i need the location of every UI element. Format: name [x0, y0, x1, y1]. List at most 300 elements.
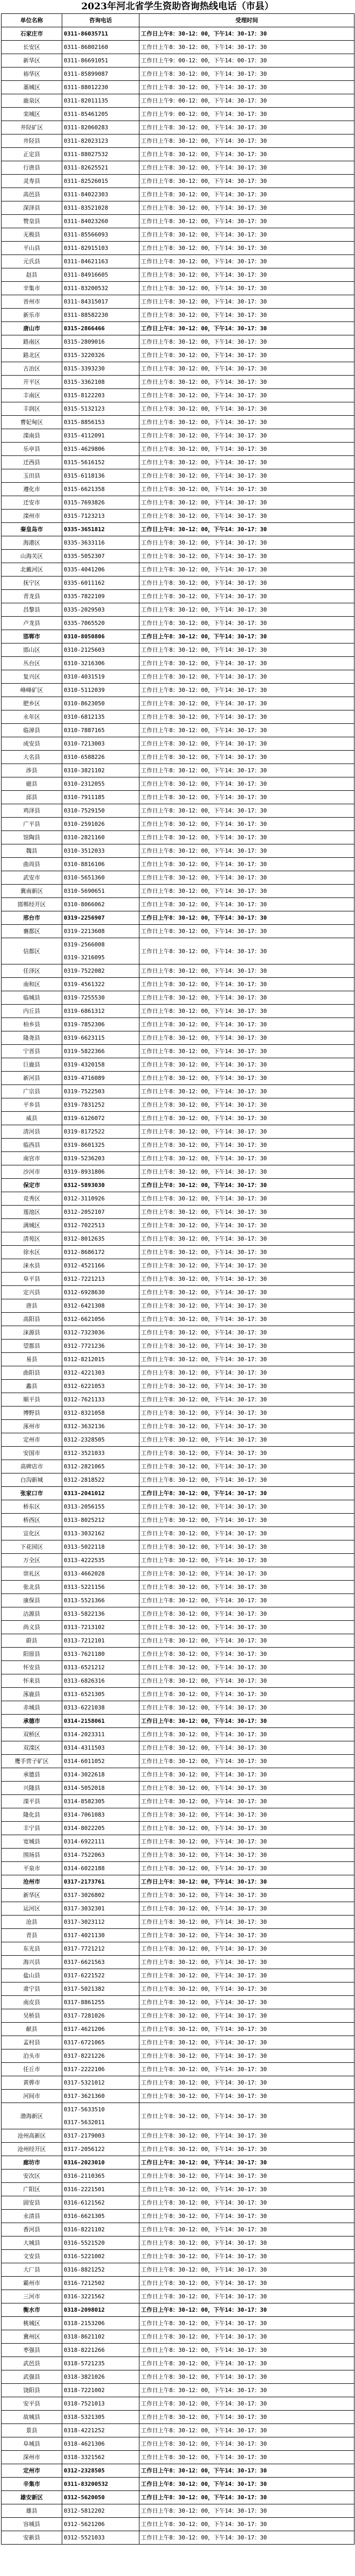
hours-cell: 工作日上午8：30-12：00，下午14：30-17：30 — [139, 67, 354, 81]
unit-name-cell: 古冶区 — [2, 362, 62, 376]
phone-cell: 0312-8012635 — [62, 1232, 139, 1246]
unit-name-cell: 沧县 — [2, 1916, 62, 1929]
table-row — [2, 2504, 354, 2518]
unit-name-cell: 枣强县 — [2, 2344, 62, 2357]
hours-cell: 工作日上午8：30-12：00，下午14：30-17：30 — [139, 1634, 354, 1648]
hours-cell: 工作日上午8：30-12：00，下午14：30-17：30 — [139, 1581, 354, 1594]
unit-name-cell: 路南区 — [2, 335, 62, 349]
hours-cell: 工作日上午8：30-12：00，下午14：30-17：30 — [139, 1299, 354, 1313]
table-row — [2, 429, 354, 443]
phone-cell: 0310-3821102 — [62, 764, 139, 777]
unit-name-cell: 河间市 — [2, 2090, 62, 2103]
phone-cell: 0310-7887165 — [62, 724, 139, 737]
hours-cell: 工作日上午8：30-12：00，下午14：30-17：30 — [139, 831, 354, 844]
phone-cell: 0318-3821026 — [62, 2370, 139, 2384]
table-row — [2, 777, 354, 791]
phone-cell: 0314-6022188 — [62, 1862, 139, 1875]
phone-cell: 0312-3521033 — [62, 1447, 139, 1460]
hours-cell: 工作日上午8：30-12：00，下午14：30-17：30 — [139, 1246, 354, 1259]
unit-name-cell: 莲池区 — [2, 1206, 62, 1219]
hours-cell: 工作日上午8：30-12：00，下午14：30-17：30 — [139, 2370, 354, 2384]
phone-cell: 0310-5651360 — [62, 871, 139, 885]
unit-name-cell: 武邑县 — [2, 2357, 62, 2370]
table-row — [2, 2036, 354, 2049]
hours-cell: 工作日上午8：30-12：00，下午14：30-17：30 — [139, 496, 354, 510]
table-row — [2, 1273, 354, 1286]
table-row — [2, 1607, 354, 1621]
hours-cell: 工作日上午8：30-12：00，下午14：30-17：30 — [139, 2036, 354, 2049]
hours-cell: 工作日上午8：30-12：00，下午14：30-17：30 — [139, 282, 354, 295]
hours-cell: 工作日上午8：30-12：00，下午14：30-17：30 — [139, 1554, 354, 1567]
table-row — [2, 362, 354, 376]
phone-cell: 0314-5052018 — [62, 1782, 139, 1795]
hours-cell: 工作日上午8：30-12：00，下午14：30-17：30 — [139, 483, 354, 496]
table-row — [2, 1889, 354, 1902]
table-row — [2, 2424, 354, 2437]
phone-cell: 0313-4222535 — [62, 1554, 139, 1567]
hours-cell: 工作日上午8：30-12：00，下午14：30-17：30 — [139, 1849, 354, 1862]
phone-cell: 0317-3032301 — [62, 1902, 139, 1916]
unit-name-cell: 廊坊市 — [2, 2156, 62, 2170]
table-row — [2, 1313, 354, 1326]
hours-cell: 工作日上午8：30-12：00，下午14：30-17：30 — [139, 148, 354, 161]
unit-name-cell: 白沟新城 — [2, 1473, 62, 1487]
hours-cell: 工作日上午8：30-12：00，下午14：30-17：30 — [139, 1782, 354, 1795]
table-row — [2, 964, 354, 978]
unit-name-cell: 崇礼区 — [2, 1567, 62, 1581]
unit-name-cell: 迁安市 — [2, 496, 62, 510]
unit-name-cell: 辛集市 — [2, 282, 62, 295]
table-row — [2, 2250, 354, 2263]
unit-name-cell: 北戴河区 — [2, 563, 62, 577]
table-row — [2, 2263, 354, 2277]
city-row — [2, 2491, 354, 2504]
phone-cell: 0313-7212101 — [62, 1634, 139, 1648]
table-row — [2, 510, 354, 523]
hours-cell: 工作日上午8：30-12：00，下午14：30-17：30 — [139, 1366, 354, 1380]
hours-cell: 工作日上午8：30-12：00，下午14：30-17：30 — [139, 964, 354, 978]
unit-name-cell: 雄安新区 — [2, 2491, 62, 2504]
hours-cell: 工作日上午8：30-12：00，下午14：30-17：30 — [139, 925, 354, 938]
city-row — [2, 630, 354, 643]
table-body — [2, 14, 354, 2545]
unit-name-cell: 张北县 — [2, 1581, 62, 1594]
hours-cell: 工作日上午8：30-12：00，下午14：30-17：30 — [139, 2023, 354, 2036]
city-row — [2, 322, 354, 335]
phone-cell: 0314-4311503 — [62, 1741, 139, 1755]
phone-cell: 0311-82060283 — [62, 121, 139, 134]
table-row — [2, 2236, 354, 2250]
table-row — [2, 991, 354, 1005]
unit-name-cell: 任丘市 — [2, 2063, 62, 2076]
unit-name-cell: 元氏县 — [2, 255, 62, 268]
phone-cell: 0335-3633116 — [62, 536, 139, 550]
unit-name-cell: 宽城县 — [2, 1835, 62, 1849]
table-row — [2, 148, 354, 161]
phone-cell: 0319-8601325 — [62, 1139, 139, 1152]
phone-cell: 0316-6621305 — [62, 2210, 139, 2223]
phone-cell: 0314-8022205 — [62, 1822, 139, 1835]
hours-cell: 工作日上午8：30-12：00，下午14：30-17：30 — [139, 1219, 354, 1232]
table-row — [2, 1661, 354, 1674]
table-row — [2, 2317, 354, 2330]
phone-cell: 0335-3651812 — [62, 523, 139, 536]
unit-name-cell: 康保县 — [2, 1594, 62, 1607]
unit-name-cell: 海兴县 — [2, 1956, 62, 1969]
unit-name-cell: 昌黎县 — [2, 603, 62, 617]
phone-cell: 0319-7852306 — [62, 1018, 139, 1031]
table-row — [2, 309, 354, 322]
table-row — [2, 2384, 354, 2397]
hours-cell: 工作日上午8：30-12：00，下午14：30-17：30 — [139, 188, 354, 201]
hours-cell: 工作日上午8：30-12：00，下午14：30-17：30 — [139, 309, 354, 322]
unit-name-cell: 宁晋县 — [2, 1045, 62, 1058]
unit-name-cell: 大城县 — [2, 2236, 62, 2250]
phone-cell: 0311-83200532 — [62, 2478, 139, 2491]
table-row — [2, 1018, 354, 1031]
phone-cell: 0317-2173761 — [62, 1875, 139, 1889]
city-row — [2, 2478, 354, 2491]
unit-name-cell: 盐山县 — [2, 1969, 62, 1982]
hours-cell: 工作日上午8：30-12：00，下午14：30-17：30 — [139, 121, 354, 134]
hours-cell: 工作日上午8：30-12：00，下午14：30-17：30 — [139, 2250, 354, 2263]
hours-cell: 工作日上午8：30-12：00，下午14：30-17：30 — [139, 2236, 354, 2250]
phone-cell: 0311-86035711 — [62, 27, 139, 41]
hours-cell: 工作日上午8：30-12：00，下午14：30-17：30 — [139, 2170, 354, 2183]
table-row — [2, 590, 354, 603]
hours-cell: 工作日上午8：30-12：00，下午14：30-17：30 — [139, 255, 354, 268]
table-row — [2, 2223, 354, 2236]
hours-cell: 工作日上午8：30-12：00，下午14：30-17：30 — [139, 1661, 354, 1674]
table-row — [2, 389, 354, 402]
phone-cell: 0314-2023311 — [62, 1728, 139, 1741]
hours-cell: 工作日上午8：30-12：00，下午14：30-17：30 — [139, 1098, 354, 1112]
hours-cell: 工作日上午8：30-12：00，下午14：30-17：30 — [139, 1701, 354, 1715]
table-row — [2, 1527, 354, 1540]
table-row — [2, 1112, 354, 1125]
unit-name-cell: 蔚县 — [2, 1634, 62, 1648]
table-row — [2, 751, 354, 764]
table-row — [2, 1768, 354, 1782]
unit-name-cell: 怀安县 — [2, 1661, 62, 1674]
table-row — [2, 1808, 354, 1822]
hours-cell: 工作日上午8：30-12：00，下午14：30-17：30 — [139, 791, 354, 804]
hours-cell: 工作日上午8：30-12：00，下午14：30-17：30 — [139, 858, 354, 871]
hours-cell: 工作日上午8：30-12：00，下午14：30-17：30 — [139, 1380, 354, 1393]
hours-cell: 工作日上午8：30-12：00，下午14：30-17：30 — [139, 2330, 354, 2344]
phone-cell: 0319-2256907 — [62, 911, 139, 925]
phone-cell: 0319-7831252 — [62, 1098, 139, 1112]
phone-cell: 0313-2041012 — [62, 1487, 139, 1500]
hours-cell: 工作日上午8：30-12：00，下午14：30-17：30 — [139, 1286, 354, 1299]
hours-cell: 工作日上午8：30-12：00，下午14：30-17：30 — [139, 1259, 354, 1273]
hours-cell: 工作日上午8：30-12：00，下午14：30-17：30 — [139, 523, 354, 536]
unit-name-cell: 唐县 — [2, 1299, 62, 1313]
table-row — [2, 2143, 354, 2156]
phone-cell: 0313-8025212 — [62, 1514, 139, 1527]
phone-cell: 0315-4112091 — [62, 429, 139, 443]
hours-cell: 工作日上午8：30-12：00，下午14：30-17：30 — [139, 1875, 354, 1889]
phone-cell: 0319-8172522 — [62, 1125, 139, 1139]
unit-name-cell: 迁西县 — [2, 456, 62, 469]
hours-cell: 工作日上午8：30-12：00，下午14：30-17：30 — [139, 643, 354, 657]
phone-cell: 0317-4021130 — [62, 1929, 139, 1942]
phone-cell: 0317-7281026 — [62, 2009, 139, 2023]
hours-cell: 工作日上午8：30-12：00，下午14：30-17：30 — [139, 1674, 354, 1688]
phone-cell: 0316-5521520 — [62, 2236, 139, 2250]
unit-name-cell: 博野县 — [2, 1406, 62, 1420]
unit-name-cell: 邯山区 — [2, 643, 62, 657]
unit-name-cell: 襄都区 — [2, 925, 62, 938]
table-row — [2, 242, 354, 255]
hours-cell: 工作日上午8：30-12：00，下午14：30-17：30 — [139, 1996, 354, 2009]
unit-name-cell: 临漳县 — [2, 724, 62, 737]
phone-cell: 0317-8861255 — [62, 1996, 139, 2009]
table-row — [2, 1232, 354, 1246]
table-row — [2, 1353, 354, 1366]
header-phone: 咨询电话 — [62, 14, 139, 27]
hours-cell: 工作日上午8：30-12：00，下午14：30-17：30 — [139, 1393, 354, 1406]
hours-cell: 工作日上午8：30-12：00，下午14：30-17：30 — [139, 2049, 354, 2063]
table-row — [2, 2330, 354, 2344]
table-row — [2, 496, 354, 510]
table-row — [2, 1849, 354, 1862]
hours-cell: 工作日上午8：30-12：00，下午14：30-17：30 — [139, 416, 354, 429]
table-row — [2, 1031, 354, 1045]
unit-name-cell: 张家口市 — [2, 1487, 62, 1500]
unit-name-cell: 丛台区 — [2, 657, 62, 670]
unit-name-cell: 文安县 — [2, 2250, 62, 2263]
unit-name-cell: 藁城区 — [2, 81, 62, 94]
table-row — [2, 1393, 354, 1406]
table-row — [2, 2397, 354, 2411]
table-row — [2, 1473, 354, 1487]
phone-cell: 0316-8821252 — [62, 2263, 139, 2277]
unit-name-cell: 井陉矿区 — [2, 121, 62, 134]
city-row — [2, 27, 354, 41]
phone-cell: 0319-5236203 — [62, 1152, 139, 1165]
phone-cell: 0317-5321012 — [62, 2076, 139, 2090]
unit-name-cell: 曲周县 — [2, 858, 62, 871]
unit-name-cell: 承德市 — [2, 1715, 62, 1728]
city-row — [2, 2303, 354, 2317]
unit-name-cell: 安国市 — [2, 1447, 62, 1460]
table-row — [2, 54, 354, 67]
table-row — [2, 1514, 354, 1527]
hours-cell: 工作日上午8：30-12：00，下午14：30-17：30 — [139, 751, 354, 764]
phone-cell: 0311-84621163 — [62, 255, 139, 268]
phone-cell: 0312-4221303 — [62, 1366, 139, 1380]
hours-cell: 工作日上午8：30-12：00，下午14：30-17：30 — [139, 510, 354, 523]
table-row — [2, 1795, 354, 1808]
unit-name-cell: 香河县 — [2, 2223, 62, 2236]
phone-cell: 0313-6521305 — [62, 1688, 139, 1701]
hours-cell: 工作日上午8：30-12：00，下午14：30-17：30 — [139, 1755, 354, 1768]
table-row — [2, 1822, 354, 1835]
hours-cell: 工作日上午8：30-12：00，下午14：30-17：30 — [139, 1433, 354, 1447]
hours-cell: 工作日上午8：30-12：00，下午14：30-17：30 — [139, 1406, 354, 1420]
table-row — [2, 1152, 354, 1165]
table-row — [2, 1634, 354, 1648]
hours-cell: 工作日上午8：30-12：00，下午14：30-17：30 — [139, 1808, 354, 1822]
table-row — [2, 402, 354, 416]
phone-cell: 0335-6011162 — [62, 577, 139, 590]
unit-name-cell: 围场县 — [2, 1849, 62, 1862]
phone-cell: 0335-2029503 — [62, 603, 139, 617]
hours-cell: 工作日上午8：30-12：00，下午14：30-17：30 — [139, 402, 354, 416]
hours-cell: 工作日上午9：00-12：00，下午14：30-17：30 — [139, 108, 354, 121]
phone-cell: 0313-5521366 — [62, 1594, 139, 1607]
hours-cell: 工作日上午8：30-12：00，下午14：30-17：30 — [139, 818, 354, 831]
unit-name-cell: 内丘县 — [2, 1005, 62, 1018]
table-row — [2, 871, 354, 885]
phone-cell: 0312-5620050 — [62, 2491, 139, 2504]
unit-name-cell: 桥东区 — [2, 1500, 62, 1514]
hours-cell: 工作日上午8：30-12：00，下午14：30-17：30 — [139, 1795, 354, 1808]
hotline-table — [1, 13, 354, 2545]
table-row — [2, 1406, 354, 1420]
table-row — [2, 94, 354, 108]
table-row — [2, 1956, 354, 1969]
phone-cell: 0317-3023112 — [62, 1916, 139, 1929]
phone-cell: 0312-5521033 — [62, 2531, 139, 2545]
phone-cell: 0312-6928630 — [62, 1286, 139, 1299]
hours-cell: 工作日上午8：30-12：00，下午14：30-17：30 — [139, 1206, 354, 1219]
phone-cell: 0317-5633510 0317-5632011 — [62, 2103, 139, 2129]
table-row — [2, 737, 354, 751]
hours-cell: 工作日上午8：30-12：00，下午14：30-17：30 — [139, 1420, 354, 1433]
table-row — [2, 268, 354, 282]
phone-cell: 0318-3321562 — [62, 2451, 139, 2464]
phone-cell: 0310-4031519 — [62, 670, 139, 684]
phone-cell: 0311-83521028 — [62, 201, 139, 215]
hours-cell: 工作日上午8：30-12：00，下午14：30-17：30 — [139, 335, 354, 349]
hours-cell: 工作日上午8：30-12：00，下午14：30-17：30 — [139, 2263, 354, 2277]
table-row — [2, 1326, 354, 1340]
phone-cell: 0311-83200532 — [62, 282, 139, 295]
table-row — [2, 108, 354, 121]
table-row — [2, 1902, 354, 1916]
phone-cell: 0318-5321305 — [62, 2411, 139, 2424]
phone-cell: 0314-7522063 — [62, 1849, 139, 1862]
unit-name-cell: 新华区 — [2, 1889, 62, 1902]
unit-name-cell: 沧州市 — [2, 1875, 62, 1889]
phone-cell: 0314-6011052 — [62, 1755, 139, 1768]
phone-cell: 0311-85461205 — [62, 108, 139, 121]
unit-name-cell: 魏县 — [2, 844, 62, 858]
unit-name-cell: 顺平县 — [2, 1393, 62, 1406]
unit-name-cell: 武安市 — [2, 871, 62, 885]
phone-cell: 0314-8582305 — [62, 1795, 139, 1808]
phone-cell: 0310-7529150 — [62, 804, 139, 818]
hours-cell: 工作日上午8：30-12：00，下午14：30-17：30 — [139, 1085, 354, 1098]
hours-cell: 工作日上午8：30-12：00，下午14：30-17：30 — [139, 1982, 354, 1996]
phone-cell: 0318-4621306 — [62, 2437, 139, 2451]
table-row — [2, 1594, 354, 1607]
hours-cell: 工作日上午8：30-12：00，下午14：30-17：30 — [139, 1165, 354, 1179]
hours-cell: 工作日上午8：30-12：00，下午14：30-17：30 — [139, 1139, 354, 1152]
phone-cell: 0315-5616152 — [62, 456, 139, 469]
table-row — [2, 1219, 354, 1232]
unit-name-cell: 长安区 — [2, 41, 62, 54]
unit-name-cell: 曲阳县 — [2, 1366, 62, 1380]
hours-cell: 工作日上午8：30-12：00，下午14：30-17：30 — [139, 2451, 354, 2464]
hours-cell: 工作日上午8：30-12：00，下午14：30-17：30 — [139, 536, 354, 550]
phone-cell: 0316-2023010 — [62, 2156, 139, 2170]
table-row — [2, 1366, 354, 1380]
phone-cell: 0310-2591026 — [62, 818, 139, 831]
hours-cell: 工作日上午8：30-12：00，下午14：30-17：30 — [139, 228, 354, 242]
hours-cell: 工作日上午8：30-12：00，下午14：30-17：30 — [139, 1473, 354, 1487]
phone-cell: 0317-5021382 — [62, 1982, 139, 1996]
unit-name-cell: 涉县 — [2, 764, 62, 777]
phone-cell: 0315-7123213 — [62, 510, 139, 523]
table-row — [2, 1246, 354, 1259]
hours-cell: 工作日上午8：30-12：00，下午14：30-17：30 — [139, 911, 354, 925]
phone-cell: 0310-8066062 — [62, 898, 139, 911]
hours-cell: 工作日上午8：30-12：00，下午14：30-17：30 — [139, 1112, 354, 1125]
table-row — [2, 1460, 354, 1473]
unit-name-cell: 鹰手营子矿区 — [2, 1755, 62, 1768]
hours-cell: 工作日上午8：30-12：00，下午14：30-17：30 — [139, 1768, 354, 1782]
phone-cell: 0312-8686172 — [62, 1246, 139, 1259]
phone-cell: 0312-3632136 — [62, 1420, 139, 1433]
phone-cell: 0311-86691051 — [62, 54, 139, 67]
phone-cell: 0315-5132123 — [62, 402, 139, 416]
phone-cell: 0315-7693826 — [62, 496, 139, 510]
table-row — [2, 1835, 354, 1849]
hours-cell: 工作日上午8：30-12：00，下午14：30-17：30 — [139, 2531, 354, 2545]
city-row — [2, 2464, 354, 2478]
phone-cell: 0312-4521166 — [62, 1259, 139, 1273]
table-row — [2, 215, 354, 228]
unit-name-cell: 东光县 — [2, 1942, 62, 1956]
unit-name-cell: 南和区 — [2, 978, 62, 991]
table-row — [2, 67, 354, 81]
table-row — [2, 416, 354, 429]
table-row — [2, 161, 354, 175]
unit-name-cell: 衡水市 — [2, 2303, 62, 2317]
table-row — [2, 443, 354, 456]
phone-cell: 0311-82915103 — [62, 242, 139, 255]
unit-name-cell: 鹿泉区 — [2, 94, 62, 108]
phone-cell: 0317-6221522 — [62, 1969, 139, 1982]
hours-cell: 工作日上午8：30-12：00，下午14：30-17：30 — [139, 2397, 354, 2411]
table-row — [2, 1139, 354, 1152]
hours-cell: 工作日上午8：30-12：00，下午14：30-17：30 — [139, 2143, 354, 2156]
unit-name-cell: 秦皇岛市 — [2, 523, 62, 536]
phone-cell: 0318-5721235 — [62, 2357, 139, 2370]
phone-cell: 0318-7221002 — [62, 2384, 139, 2397]
unit-name-cell: 磁县 — [2, 777, 62, 791]
hours-cell: 工作日上午8：30-12：00，下午14：30-17：30 — [139, 885, 354, 898]
table-row — [2, 978, 354, 991]
hours-cell: 工作日上午8：30-12：00，下午14：30-17：30 — [139, 898, 354, 911]
table-row — [2, 2076, 354, 2090]
unit-name-cell: 赵县 — [2, 268, 62, 282]
unit-name-cell: 平泉市 — [2, 1862, 62, 1875]
table-row — [2, 1098, 354, 1112]
hours-cell: 工作日上午9：00-12：00，下午14：30-17：30 — [139, 94, 354, 108]
hours-cell: 工作日上午8：30-12：00，下午14：30-17：30 — [139, 2491, 354, 2504]
hours-cell: 工作日上午8：30-12：00，下午14：30-17：30 — [139, 1822, 354, 1835]
unit-name-cell: 裕华区 — [2, 67, 62, 81]
unit-name-cell: 开平区 — [2, 376, 62, 389]
unit-name-cell: 路北区 — [2, 349, 62, 362]
unit-name-cell: 乐亭县 — [2, 443, 62, 456]
unit-name-cell: 行唐县 — [2, 161, 62, 175]
hours-cell: 工作日上午8：30-12：00，下午14：30-17：30 — [139, 1929, 354, 1942]
